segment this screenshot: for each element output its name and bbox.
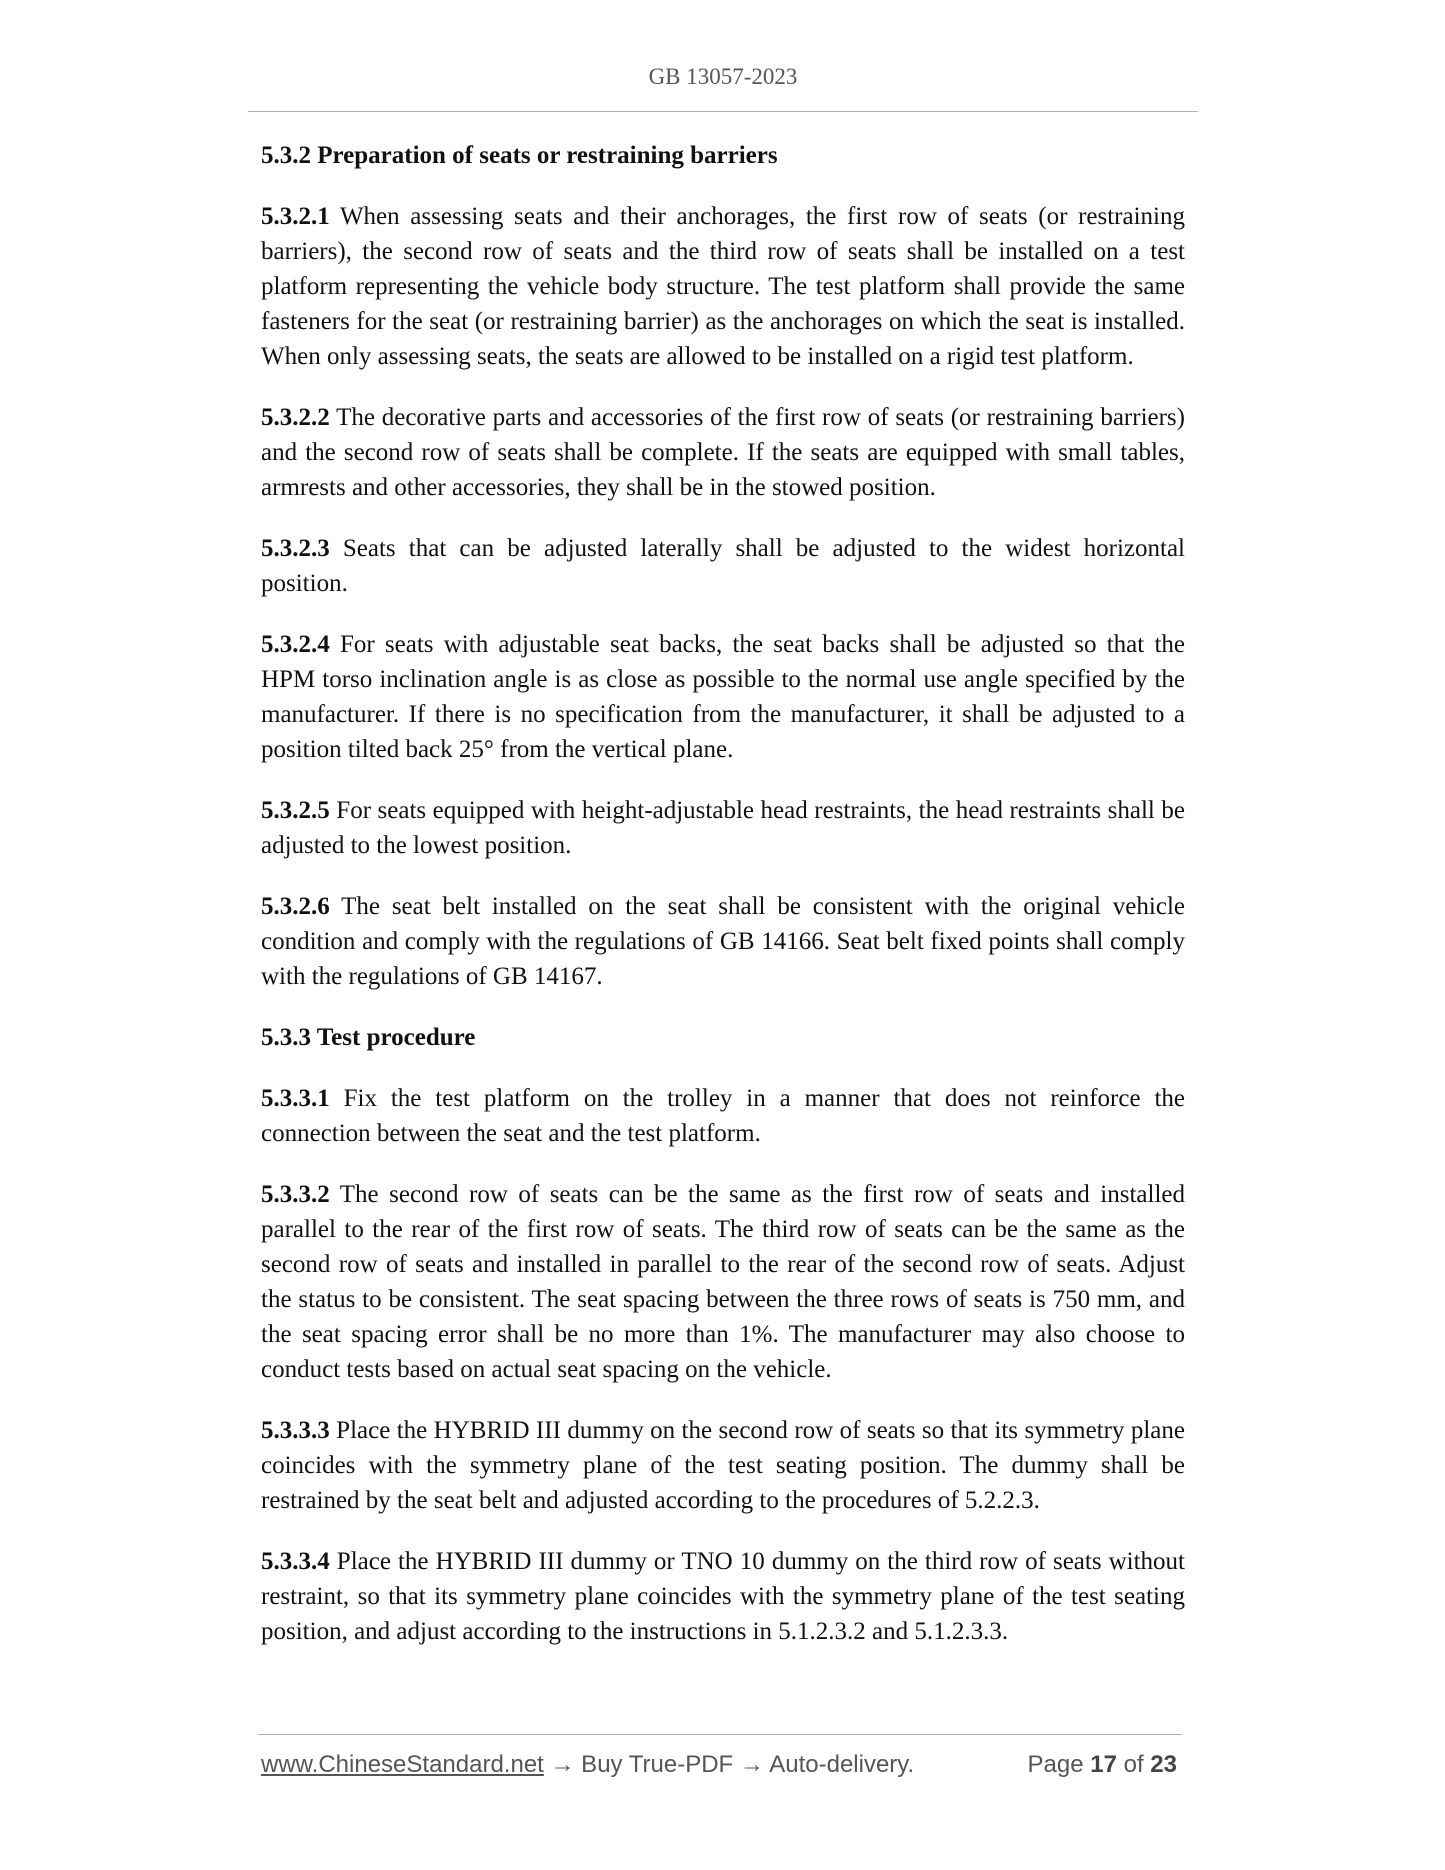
clause-text: Seats that can be adjusted laterally shall be adjusted to the widest horizontal position.	[261, 535, 1185, 597]
clause-5-3-2-4	[261, 627, 1185, 767]
clause-text: For seats equipped with height-adjustable head restraints, the head restraints shall be adjusted to the lowest position.	[261, 797, 1185, 859]
clause-5-3-2-2	[261, 400, 1185, 505]
page-current: 17	[1090, 1751, 1117, 1778]
clause-text: When assessing seats and their anchorages, the first row of seats (or restraining barriers), the second row of seats and the third row of seats shall be installed on a test platform representing the vehicle body structure. The test platform shall provide the same fasteners for the seat (or restraining barrier) as the anchorages on which the seat is installed. When only assessing seats, the seats are allowed to be installed on a rigid test platform.	[261, 203, 1185, 370]
clause-5-3-2-1	[261, 199, 1185, 374]
page-header: GB 13057-2023	[648, 64, 798, 89]
website-link[interactable]: www.ChineseStandard.net	[261, 1751, 544, 1778]
footer-tagline: → Buy True-PDF → Auto-delivery.	[543, 1751, 915, 1778]
clause-number: 5.3.3.4	[261, 1548, 330, 1575]
page-total: 23	[1150, 1751, 1177, 1778]
clause-text: Place the HYBRID III dummy on the second row of seats so that its symmetry plane coincides with the symmetry plane of the test seating position. The dummy shall be restrained by the seat belt and adjusted according to the procedures of 5.2.2.3.	[261, 1417, 1185, 1514]
section-heading-5-3-2: 5.3.2 Preparation of seats or restraining barriers	[261, 142, 778, 169]
clause-5-3-2-5	[261, 793, 1185, 863]
page-content	[261, 138, 1185, 1675]
page-indicator	[1028, 1751, 1177, 1779]
clause-5-3-3-3	[261, 1413, 1185, 1518]
clause-number: 5.3.3.2	[261, 1181, 330, 1208]
clause-5-3-3-4	[261, 1544, 1185, 1649]
clause-number: 5.3.2.3	[261, 535, 330, 562]
clause-text: The second row of seats can be the same as the first row of seats and installed parallel to the rear of the first row of seats. The third row of seats can be the same as the second row of seats and installed in parallel to the rear of the second row of seats. Adjust the status to be consistent. The seat spacing between the three rows of seats is 750 mm, and the seat spacing error shall be no more than 1%. The manufacturer may also choose to conduct tests based on actual seat spacing on the vehicle.	[261, 1181, 1185, 1383]
footer-divider	[258, 1734, 1182, 1735]
clause-number: 5.3.3.3	[261, 1417, 330, 1444]
clause-5-3-3-1	[261, 1081, 1185, 1151]
clause-text: For seats with adjustable seat backs, the seat backs shall be adjusted so that the HPM torso inclination angle is as close as possible to the normal use angle specified by the manufacturer. If there is no specification from the manufacturer, it shall be adjusted to a position tilted back 25° from the vertical plane.	[261, 631, 1185, 763]
clause-5-3-3-2	[261, 1177, 1185, 1387]
clause-number: 5.3.2.4	[261, 631, 330, 658]
clause-number: 5.3.2.6	[261, 893, 330, 920]
section-heading-5-3-3: 5.3.3 Test procedure	[261, 1024, 476, 1051]
clause-5-3-2-3	[261, 531, 1185, 601]
clause-number: 5.3.3.1	[261, 1085, 330, 1112]
clause-5-3-2-6	[261, 889, 1185, 994]
clause-text: The seat belt installed on the seat shall be consistent with the original vehicle condition and comply with the regulations of GB 14166. Seat belt fixed points shall comply with the regulations of GB 14167.	[261, 893, 1185, 990]
clause-number: 5.3.2.1	[261, 203, 330, 230]
page-footer	[261, 1751, 1185, 1779]
clause-text: The decorative parts and accessories of the first row of seats (or restraining barriers) and the second row of seats shall be complete. If the seats are equipped with small tables, armrests and other accessories, they shall be in the stowed position.	[261, 404, 1185, 501]
page-of-label: of	[1116, 1751, 1151, 1778]
clause-text: Place the HYBRID III dummy or TNO 10 dummy on the third row of seats without restraint, so that its symmetry plane coincides with the symmetry plane of the test seating position, and adjust according to the instructions in 5.1.2.3.2 and 5.1.2.3.3.	[261, 1548, 1185, 1645]
clause-number: 5.3.2.2	[261, 404, 330, 431]
header-divider	[248, 111, 1198, 112]
page-label: Page	[1027, 1751, 1091, 1778]
clause-number: 5.3.2.5	[261, 797, 330, 824]
clause-text: Fix the test platform on the trolley in a manner that does not reinforce the connection between the seat and the test platform.	[261, 1085, 1185, 1147]
